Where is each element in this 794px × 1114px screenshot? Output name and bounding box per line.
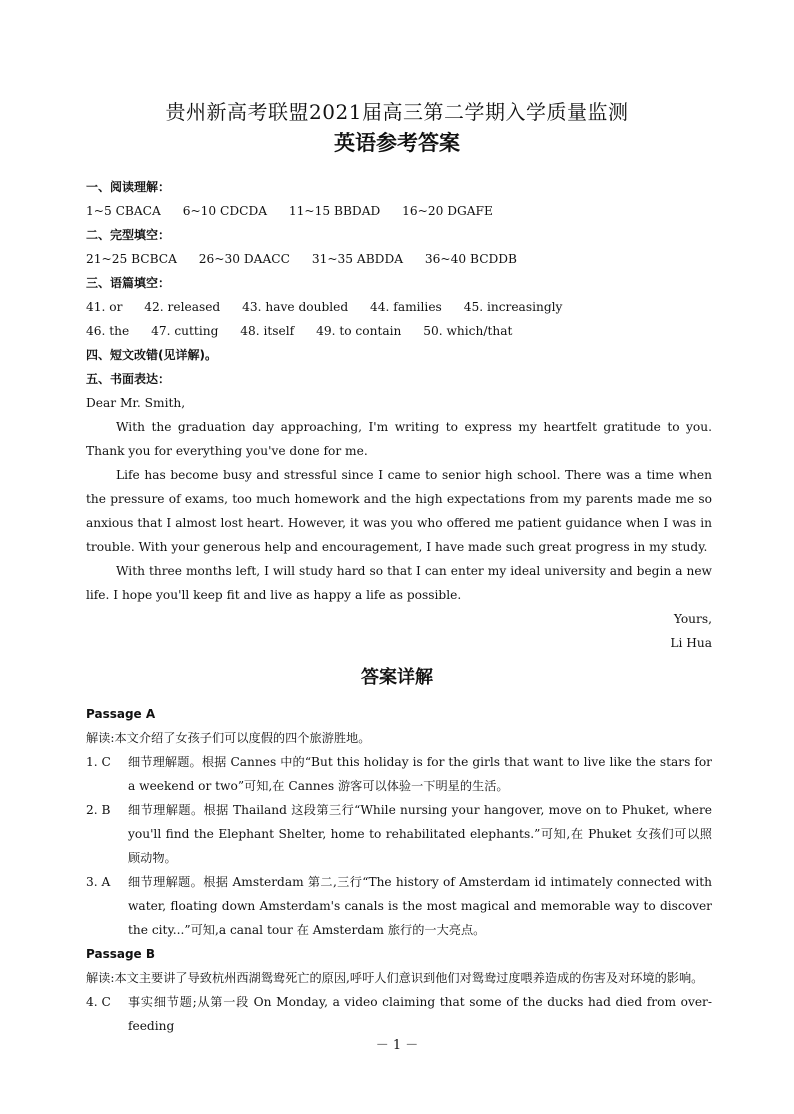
- explanation-text: 细节理解题。根据 Thailand 这段第三行“While nursing your hangover, move on to Phuket, where you'll find the Elephant Shelter, home to rehabilitated elephants.”可知,在 Phuket 女孩们可以照顾动物。: [128, 803, 712, 865]
- document-title: 贵州新高考联盟2021届高三第二学期入学质量监测: [165, 100, 629, 124]
- document-subtitle: 英语参考答案: [334, 130, 460, 155]
- question-number: 1. C: [86, 755, 111, 769]
- answer-group: 11~15 BBDAD: [288, 204, 381, 218]
- question-number: 4. C: [86, 995, 111, 1009]
- answer-item: 48. itself: [240, 324, 295, 338]
- letter-closing: Yours,: [673, 612, 712, 626]
- grammar-answers-row-2: [86, 319, 712, 343]
- answer-details: [86, 702, 712, 1038]
- answer-group: 36~40 BCDDB: [424, 252, 518, 266]
- question-number: 3. A: [86, 875, 111, 889]
- answer-group: 26~30 DAACC: [198, 252, 290, 266]
- answer-item: 42. released: [144, 300, 221, 314]
- answer-group: 21~25 BCBCA: [86, 252, 177, 266]
- answer-item: 46. the: [86, 324, 130, 338]
- letter-paragraph: With three months left, I will study hard so that I can enter my ideal university and begin a new life. I hope you'll keep fit and live as happy a life as possible.: [86, 564, 712, 602]
- question-number: 2. B: [86, 803, 111, 817]
- letter-paragraph: With the graduation day approaching, I'm writing to express my heartfelt gratitude to you. Thank you for everything you've done for me.: [86, 420, 712, 458]
- passage-a-label: Passage A: [86, 707, 156, 721]
- page-number: － 1 －: [375, 1038, 419, 1053]
- answer-group: 16~20 DGAFE: [402, 204, 493, 218]
- answer-item: 44. families: [370, 300, 442, 314]
- answer-group: 6~10 CDCDA: [182, 204, 268, 218]
- explanation-item: [86, 870, 712, 942]
- passage-b-label: Passage B: [86, 947, 156, 961]
- reading-answers: [86, 199, 712, 223]
- grammar-answers-row-1: [86, 295, 712, 319]
- reading-heading: 一、阅读理解：: [86, 180, 171, 194]
- explanation-item: [86, 990, 712, 1038]
- explanation-item: [86, 798, 712, 870]
- explanation-text: 细节理解题。根据 Cannes 中的“But this holiday is for the girls that want to live like the stars for a weekend or two”可知,在 Cannes 游客可以体验一下明星的生活。: [128, 755, 712, 793]
- letter-signature: Li Hua: [670, 636, 712, 650]
- answer-item: 49. to contain: [316, 324, 402, 338]
- answer-item: 47. cutting: [151, 324, 219, 338]
- answer-item: 43. have doubled: [242, 300, 349, 314]
- correction-heading: 四、短文改错(见详解)。: [86, 348, 217, 362]
- answer-item: 50. which/that: [423, 324, 513, 338]
- cloze-heading: 二、完型填空：: [86, 228, 171, 242]
- explanation-item: [86, 750, 712, 798]
- passage-b-intro: 解读:本文主要讲了导致杭州西湖鸳鸯死亡的原因,呼吁人们意识到他们对鸳鸯过度喂养造成的伤害及对环境的影响。: [86, 971, 704, 985]
- letter-paragraph: Life has become busy and stressful since I came to senior high school. There was a time when the pressure of exams, too much homework and the high expectations from my parents made me so anxious that I almost lost heart. However, it was you who offered me patient guidance when I was in trouble. With your generous help and encouragement, I have made such great progress in my study.: [86, 468, 712, 554]
- passage-a-intro: 解读:本文介绍了女孩子们可以度假的四个旅游胜地。: [86, 731, 371, 745]
- cloze-answers: [86, 247, 712, 271]
- answer-group: 31~35 ABDDA: [311, 252, 404, 266]
- explanation-text: 细节理解题。根据 Amsterdam 第二,三行“The history of Amsterdam id intimately connected with water, floating down Amsterdam's canals is the most magical and memorable way to discover the city...”可知,a canal tour 在 Amsterdam 旅行的一大亮点。: [128, 875, 712, 937]
- answer-key: [86, 175, 712, 655]
- answer-item: 45. increasingly: [463, 300, 563, 314]
- explanation-text: 事实细节题;从第一段 On Monday, a video claiming that some of the ducks had died from over-feeding: [128, 995, 712, 1033]
- grammar-heading: 三、语篇填空：: [86, 276, 171, 290]
- letter-salutation: Dear Mr. Smith,: [86, 396, 186, 410]
- answer-group: 1~5 CBACA: [86, 204, 161, 218]
- details-title: 答案详解: [361, 667, 433, 688]
- answer-item: 41. or: [86, 300, 123, 314]
- writing-heading: 五、书面表达：: [86, 372, 171, 386]
